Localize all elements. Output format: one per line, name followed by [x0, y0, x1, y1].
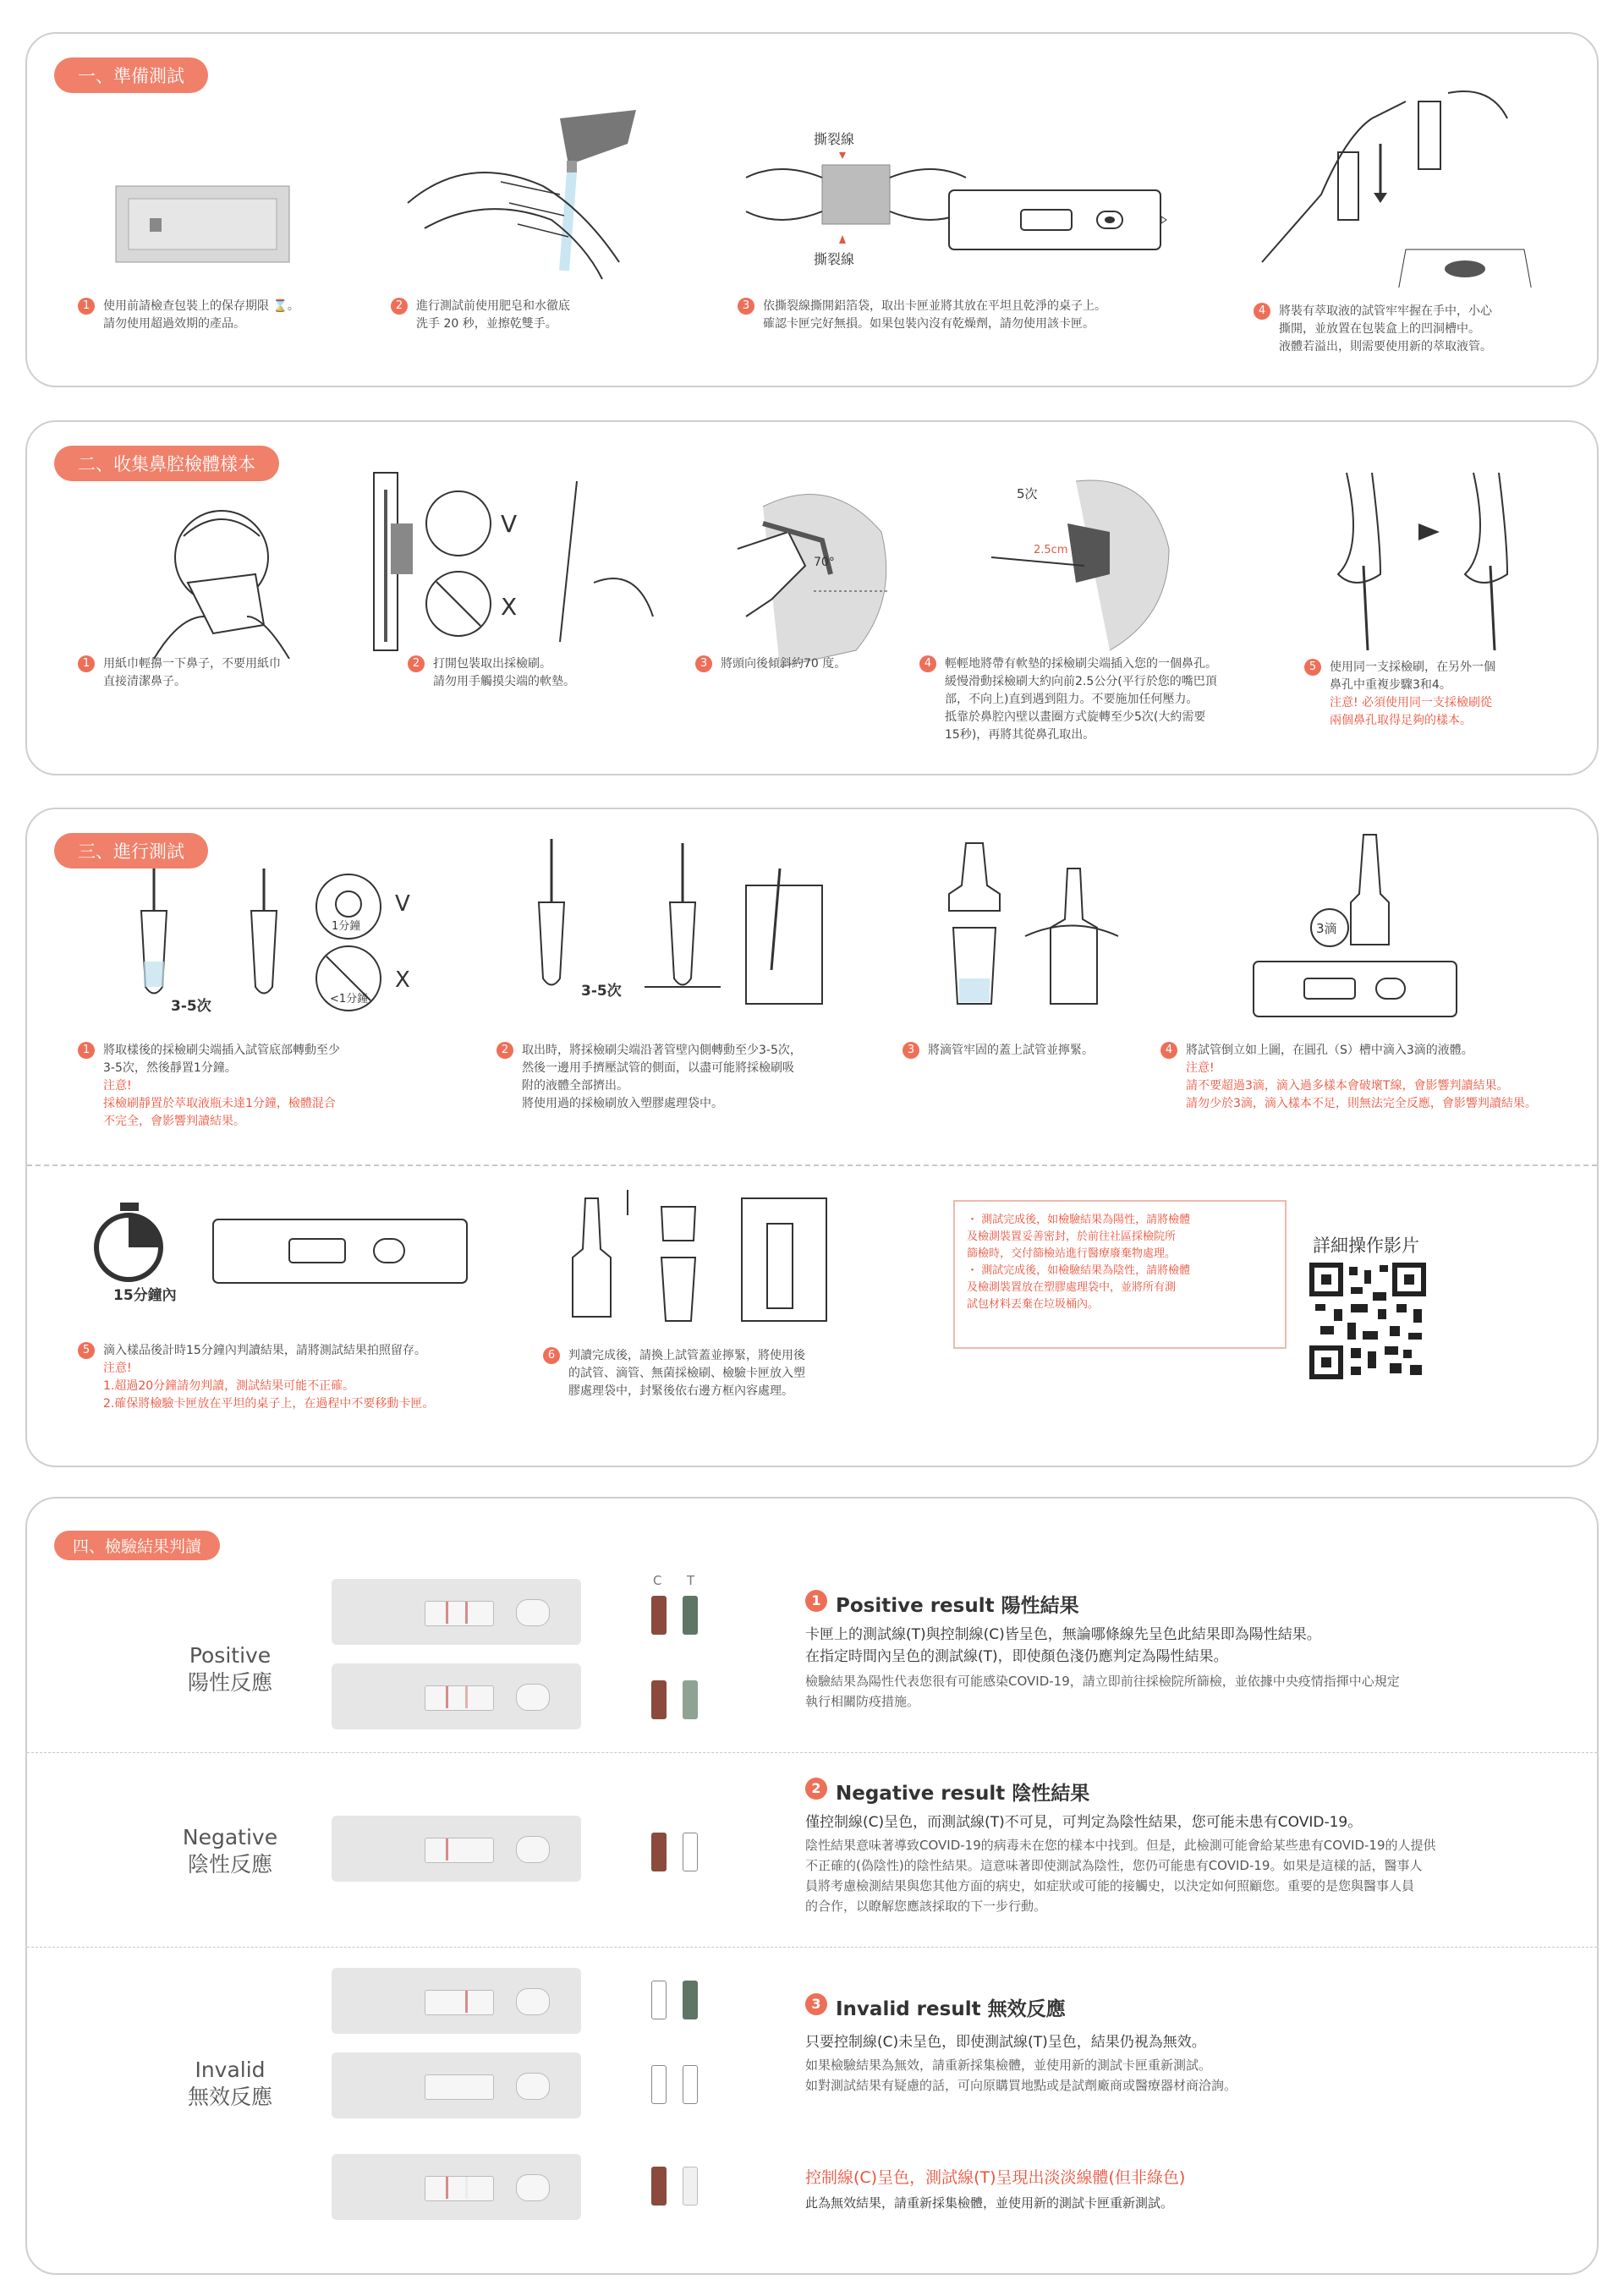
faint-line: 此為無效結果，請重新採集檢體，並使用新的測試卡匣重新測試。: [805, 2195, 1174, 2211]
rotation-count-label: 3-5次: [171, 998, 211, 1015]
body-line: 只要控制線(C)未呈色，即使測試線(T)呈色，結果仍視為無效。: [805, 2034, 1206, 2051]
section-title: 一、準備測試: [54, 58, 208, 93]
notice-line: 試包材料丟棄在垃圾桶內。: [967, 1298, 1100, 1311]
cap-tube-illustration: [932, 835, 1135, 1012]
step-line: 請勿使用超過效期的產品。: [103, 317, 245, 331]
step-line: 滴入樣品後計時15分鐘內判讀結果，請將測試結果拍照留存。: [103, 1344, 426, 1357]
step-line: 使用同一支採檢刷，在另外一個: [1330, 660, 1495, 674]
correct-mark: V: [501, 510, 518, 538]
step-number: 5: [78, 1342, 95, 1359]
step-number: 3: [738, 298, 754, 315]
step-number: 4: [1254, 303, 1270, 320]
notice-line: ・ 測試完成後，如檢驗結果為陰性，請將檢體: [967, 1264, 1191, 1277]
disposal-notice: [953, 1200, 1287, 1349]
negative-heading: [805, 1778, 1089, 1806]
step-1: [78, 655, 281, 691]
detail-line: 的合作，以瞭解您應該採取的下一步行動。: [805, 1899, 1047, 1914]
positive-heading: [805, 1590, 1079, 1618]
result-number: 2: [805, 1778, 827, 1800]
body-line: 在指定時間內呈色的測試線(T)，即使顏色淺仍應判定為陽性結果。: [805, 1648, 1228, 1665]
label-zh: 陰性反應: [187, 1852, 272, 1877]
control-swatch: [651, 1833, 667, 1871]
head-tilt-illustration: [712, 473, 907, 667]
section-test: [25, 808, 1599, 1467]
control-line: [446, 1838, 448, 1860]
notice-line: 及檢測裝置妥善密封，於前往社區採檢院所: [967, 1230, 1177, 1243]
control-line: [446, 1686, 448, 1708]
nostrils-illustration: [1321, 456, 1533, 650]
correct-mark: V: [395, 891, 410, 917]
result-divider: [27, 1947, 1597, 1948]
step-1: [78, 298, 299, 333]
step-number: 4: [919, 655, 936, 672]
test-swatch: [683, 2167, 698, 2206]
heading-text: Invalid result 無效反應: [836, 1998, 1066, 2020]
notice-line: 篩檢時，交付篩檢站進行醫療廢棄物處理。: [967, 1247, 1177, 1260]
step-line: 直接清潔鼻子。: [103, 675, 186, 688]
step-number: 1: [78, 1042, 95, 1059]
detail-line: 檢驗結果為陽性代表您很有可能感染COVID-19，請立即前往採檢院所篩檢，並依據中央疫情指揮中心規定: [805, 1674, 1400, 1689]
faint-line-note: [805, 2167, 1185, 2213]
step-line: 撕開，並放置在包裝盒上的凹洞槽中。: [1279, 322, 1480, 336]
step-note: 2.確保將檢驗卡匣放在平坦的桌子上，在過程中不要移動卡匣。: [103, 1397, 435, 1411]
step-number: 2: [497, 1042, 513, 1059]
step-line: 緩慢滑動採檢刷大約向前2.5公分(平行於您的嘴巴頂: [945, 675, 1217, 688]
detail-line: 員將考慮檢測結果與您其他方面的病史，如症狀或可能的接觸史，以決定如何照顧您。重要的是您與醫事人員: [805, 1878, 1415, 1893]
step-line: 進行測試前使用肥皂和水徹底: [416, 299, 570, 313]
detail-line: 如果檢驗結果為無效，請重新採集檢體，並使用新的測試卡匣重新測試。: [805, 2058, 1212, 2073]
handwash-illustration: [391, 101, 645, 288]
test-line: [465, 1602, 468, 1624]
section-title: 三、進行測試: [54, 833, 208, 869]
result-window: [425, 1601, 494, 1626]
step-line: 抵靠於鼻腔內壁以畫圈方式旋轉至少5次(大約需要: [945, 710, 1206, 724]
positive-strip-1: [332, 1579, 581, 1645]
step-line: 依撕裂線撕開鋁箔袋，取出卡匣並將其放在平坦且乾淨的桌子上。: [763, 299, 1106, 313]
negative-body: [805, 1811, 1436, 1916]
swab-insert-illustration: [983, 473, 1194, 659]
result-window: [425, 1838, 494, 1863]
label-zh: 無效反應: [187, 2085, 272, 2109]
rotation-count-label: 5次: [1017, 486, 1038, 501]
control-swatch: [651, 1981, 667, 2019]
positive-label: [145, 1642, 315, 1696]
control-line: [446, 1602, 448, 1624]
label-en: Negative: [182, 1825, 278, 1849]
step-number: 1: [78, 655, 95, 672]
section-results: [25, 1497, 1599, 2275]
test-swatch: [683, 2065, 698, 2104]
control-swatch: [651, 1680, 667, 1719]
detail-line: 陰性結果意味著導致COVID-19的病毒未在您的樣本中找到。但是，此檢測可能會給某些患有COVID-19的人提供: [805, 1838, 1436, 1853]
cassette-illustration: [945, 186, 1173, 262]
step-5: [78, 1342, 434, 1413]
notice-line: 及檢測裝置放在塑膠處理袋中，並將所有測: [967, 1281, 1177, 1294]
depth-label: 2.5cm: [1034, 544, 1068, 556]
control-swatch: [651, 2065, 667, 2104]
ct-header-t: T: [687, 1573, 695, 1588]
step-line: 然後一邊用手擠壓試管的側面，以盡可能將採檢刷吸: [522, 1061, 794, 1075]
invalid-strip-2: [332, 2052, 581, 2118]
test-swatch: [683, 1833, 698, 1871]
step-line: 輕輕地將帶有軟墊的採檢刷尖端插入您的一個鼻孔。: [945, 657, 1217, 671]
step-note: 1.超過20分鐘請勿判讀，測試結果可能不正確。: [103, 1379, 355, 1393]
wrong-mark: X: [395, 967, 410, 993]
drop-sample-illustration: [1245, 826, 1465, 1021]
faint-heading: 控制線(C)呈色，測試線(T)呈現出淡淡線體(但非綠色): [805, 2168, 1186, 2187]
notice-line: ・ 測試完成後，如檢驗結果為陽性，請將檢體: [967, 1214, 1191, 1226]
step-number: 5: [1304, 659, 1321, 676]
sample-well: [516, 1684, 550, 1711]
step-number: 3: [695, 655, 712, 672]
step-number: 2: [391, 298, 408, 315]
nose-blow-illustration: [137, 490, 306, 659]
section-prepare: [25, 32, 1599, 387]
step-line: 鼻孔中重複步驟3和4。: [1330, 678, 1451, 692]
detail-line: 執行相關防疫措施。: [805, 1694, 920, 1709]
test-swatch: [683, 1680, 698, 1719]
tear-line-top-label: 撕裂線: [814, 131, 855, 147]
body-line: 卡匣上的測試線(T)與控制線(C)皆呈色，無論哪條線先呈色此結果即為陽性結果。: [805, 1626, 1321, 1643]
step-3: [695, 655, 846, 673]
invalid-label: [145, 2057, 315, 2111]
invalid-body: [805, 2031, 1237, 2096]
timer-illustration: [86, 1198, 484, 1308]
invalid-strip-3: [332, 2154, 581, 2220]
negative-strip: [332, 1816, 581, 1882]
step-note: 請勿少於3滴，滴入樣本不足，則無法完全反應，會影響判讀結果。: [1186, 1097, 1537, 1110]
step-2: [391, 298, 570, 333]
negative-label: [145, 1824, 315, 1878]
three-drops-label: 3滴: [1316, 921, 1337, 936]
tube-illustration: [1245, 68, 1550, 288]
step-1: [78, 1042, 340, 1131]
tear-illustration: [729, 127, 974, 296]
control-swatch: [651, 2167, 667, 2206]
result-window: [425, 1990, 494, 2015]
tear-line-bottom-label: 撕裂線: [814, 251, 855, 267]
step-2: [497, 1042, 802, 1113]
test-line: [465, 1686, 468, 1708]
step-note: 請不要超過3滴，滴入過多樣本會破壞T線，會影響判讀結果。: [1186, 1079, 1509, 1093]
step-line: 將取樣後的採檢刷尖端插入試管底部轉動至少: [103, 1044, 340, 1057]
step-line: 3-5次，然後靜置1分鐘。: [103, 1061, 237, 1075]
result-divider: [27, 1752, 1597, 1753]
step-line: 取出時，將採檢刷尖端沿著管壁內側轉動至少3-5次，: [522, 1044, 802, 1057]
step-number: 3: [903, 1042, 919, 1059]
under-one-minute-label: <1分鐘: [330, 993, 369, 1006]
swab-rotate-illustration: [95, 860, 450, 1021]
step-number: 4: [1160, 1042, 1177, 1059]
dispose-illustration: [560, 1181, 848, 1325]
step-note: 不完全，會影響判讀結果。: [103, 1115, 245, 1128]
swab-squeeze-illustration: [501, 835, 831, 1021]
step-note: 注意!: [103, 1362, 132, 1375]
step-number: 2: [408, 655, 425, 672]
step-line: 使用前請檢查包裝上的保存期限 ⌛。: [103, 299, 299, 313]
rotation-count-label: 3-5次: [581, 983, 622, 1000]
step-3: [738, 298, 1106, 333]
section-collect: [25, 420, 1599, 775]
result-number: 1: [805, 1590, 827, 1612]
step-note: 兩個鼻孔取得足夠的樣本。: [1330, 714, 1472, 727]
invalid-strip-1: [332, 1968, 581, 2034]
step-number: 6: [543, 1347, 560, 1364]
wrong-mark: X: [501, 593, 518, 621]
sample-well: [516, 1836, 550, 1863]
step-4: [919, 655, 1217, 744]
step-line: 將使用過的採檢刷放入塑膠處理袋中。: [522, 1097, 723, 1110]
swab-open-illustration: [365, 464, 678, 659]
body-line: 僅控制線(C)呈色，而測試線(T)不可見，可判定為陰性結果，您可能未患有COVID-19。: [805, 1814, 1363, 1831]
qr-code-icon[interactable]: [1309, 1262, 1427, 1380]
step-line: 部，不向上)直到遇到阻力。不要施加任何壓力。: [945, 693, 1199, 706]
label-en: Invalid: [195, 2058, 266, 2082]
heading-text: Negative result 陰性結果: [836, 1783, 1090, 1805]
step-line: 附的液體全部擠出。: [522, 1079, 628, 1093]
fifteen-minutes-label: 15分鐘內: [113, 1287, 177, 1304]
step-line: 將頭向後傾斜約70 度。: [721, 657, 847, 671]
one-minute-label: 1分鐘: [332, 920, 361, 933]
step-line: 將試管倒立如上圖，在圓孔（S）槽中滴入3滴的液體。: [1186, 1044, 1473, 1057]
control-swatch: [651, 1596, 667, 1635]
detail-line: 不正確的(偽陰性)的陰性結果。這意味著即使測試為陰性，您仍可能患有COVID-19。如果是這樣的話，醫事人: [805, 1858, 1423, 1873]
step-note: 注意!: [103, 1079, 132, 1093]
step-4: [1254, 303, 1492, 356]
invalid-heading: [805, 1993, 1066, 2021]
heading-text: Positive result 陽性結果: [836, 1595, 1079, 1617]
result-window: [425, 2074, 494, 2100]
step-line: 膠處理袋中，封緊後依右邊方框內容處理。: [568, 1384, 793, 1398]
step-5: [1304, 659, 1495, 730]
sample-well: [516, 2073, 550, 2100]
step-3: [903, 1042, 1094, 1060]
step-note: 注意! 必須使用同一支採檢刷從: [1330, 696, 1493, 710]
step-4: [1160, 1042, 1537, 1113]
result-number: 3: [805, 1993, 827, 2015]
step-line: 判讀完成後，請換上試管蓋並擰緊，將使用後: [568, 1349, 805, 1362]
label-zh: 陽性反應: [187, 1670, 272, 1695]
video-label: 詳細操作影片: [1313, 1236, 1419, 1256]
sample-well: [516, 1599, 550, 1626]
test-swatch: [683, 1596, 698, 1635]
step-line: 液體若溢出，則需要使用新的萃取液管。: [1279, 340, 1492, 353]
sample-well: [516, 2174, 550, 2201]
angle-label: 70°: [814, 556, 835, 569]
ct-header-c: C: [653, 1573, 662, 1588]
section-divider: [27, 1164, 1597, 1166]
step-note: 注意!: [1186, 1061, 1215, 1075]
result-window: [425, 2176, 494, 2201]
sample-well: [516, 1988, 550, 2015]
step-line: 打開包裝取出採檢刷。: [433, 657, 551, 671]
step-6: [543, 1347, 805, 1400]
step-line: 15秒)，再將其從鼻孔取出。: [945, 728, 1095, 742]
section-title: 二、收集鼻腔檢體樣本: [54, 446, 279, 481]
step-2: [408, 655, 575, 691]
test-swatch: [683, 1981, 698, 2019]
step-line: 用紙巾輕擤一下鼻子，不要用紙巾: [103, 657, 281, 671]
step-line: 請勿用手觸摸尖端的軟墊。: [433, 675, 575, 688]
test-line: [465, 1991, 468, 2013]
step-line: 的試管、滴管、無菌採檢刷、檢驗卡匣放入塑: [568, 1367, 805, 1380]
label-en: Positive: [189, 1643, 272, 1668]
step-line: 將滴管牢固的蓋上試管並擰緊。: [928, 1044, 1094, 1057]
step-note: 採檢刷靜置於萃取液瓶未達1分鐘，檢體混合: [103, 1097, 336, 1110]
package-illustration: [112, 178, 298, 279]
step-line: 確認卡匣完好無損。如果包裝內沒有乾燥劑，請勿使用該卡匣。: [763, 317, 1095, 331]
detail-line: 如對測試結果有疑慮的話，可向原購買地點或是試劑廠商或醫療器材商洽詢。: [805, 2078, 1237, 2093]
section-title: 四、檢驗結果判讀: [54, 1531, 220, 1560]
positive-strip-2: [332, 1663, 581, 1729]
step-line: 將裝有萃取液的試管牢牢握在手中，小心: [1279, 304, 1492, 318]
result-window: [425, 1685, 494, 1711]
control-line: [446, 2177, 448, 2199]
test-line: [465, 2177, 468, 2199]
step-line: 洗手 20 秒，並擦乾雙手。: [416, 317, 557, 331]
step-number: 1: [78, 298, 95, 315]
positive-body: [805, 1624, 1400, 1712]
